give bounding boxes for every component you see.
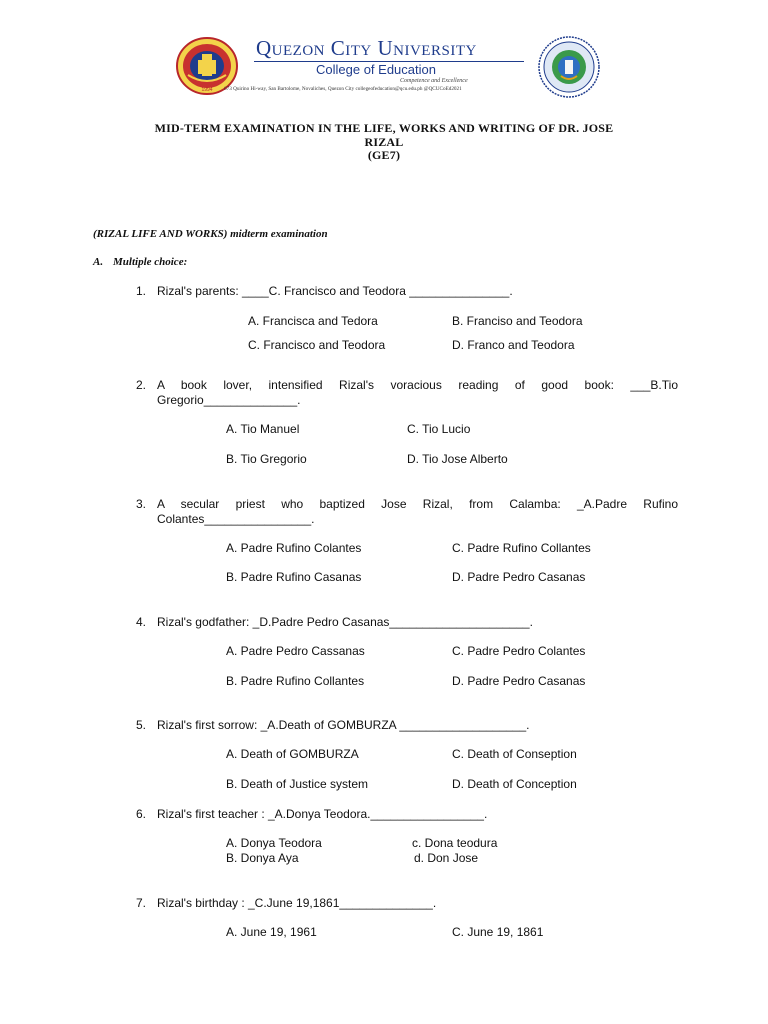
question-text: A book lover, intensified Rizal's voracious reading of good book: ___B.Tio Gregorio______________.: [157, 378, 678, 407]
option: B. Padre Rufino Casanas: [226, 570, 362, 584]
option: c. Dona teodura: [412, 836, 498, 850]
question-number: 3.: [136, 497, 147, 511]
option: D. Franco and Teodora: [452, 338, 575, 352]
question-number: 5.: [136, 718, 147, 732]
question-number: 7.: [136, 896, 147, 910]
svg-text:1994: 1994: [201, 87, 213, 93]
option: A. Donya Teodora: [226, 836, 322, 850]
option: C. Padre Rufino Collantes: [452, 541, 591, 555]
option: C. Francisco and Teodora: [248, 338, 386, 352]
option: A. June 19, 1961: [226, 925, 317, 939]
question-number: 4.: [136, 615, 147, 629]
question-text: A secular priest who baptized Jose Rizal, from Calamba: _A.Padre Rufino Colantes________________.: [157, 497, 678, 526]
option: d. Don Jose: [414, 851, 479, 865]
part-a-heading: [93, 256, 187, 268]
section-heading: [93, 228, 328, 240]
option: D. Padre Pedro Casanas: [452, 674, 586, 688]
part-title: Multiple choice:: [113, 256, 188, 268]
college-of-education-seal-logo: [538, 36, 600, 98]
option: A. Francisca and Tedora: [248, 314, 378, 328]
question-number: 6.: [136, 807, 147, 821]
question-text: Rizal's parents: ____C. Francisco and Teodora _______________.: [157, 284, 513, 298]
option: A. Padre Rufino Colantes: [226, 541, 362, 555]
option: D. Death of Conception: [452, 777, 577, 791]
exam-title-line2: RIZAL: [364, 135, 404, 149]
option: A. Tio Manuel: [226, 422, 300, 436]
option: C. Death of Conseption: [452, 747, 577, 761]
question-number: 2.: [136, 378, 147, 392]
option: D. Tio Jose Alberto: [407, 452, 508, 466]
option: B. Tio Gregorio: [226, 452, 307, 466]
section-heading-rest: midterm examination: [227, 228, 328, 240]
question-text: Rizal's birthday : _C.June 19,1861______________.: [157, 896, 437, 910]
option: C. Padre Pedro Colantes: [452, 644, 586, 658]
contact-address: 673 Quirino Hi-way, San Bartolome, Novaliches, Quezon City collegeofeducation@qcu.edu.ph @QCUCoEd2021: [224, 86, 462, 92]
option: C. Tio Lucio: [407, 422, 471, 436]
university-name: Quezon City University: [256, 36, 477, 60]
question-text: Rizal's first sorrow: _A.Death of GOMBURZA ___________________.: [157, 718, 530, 732]
option: A. Padre Pedro Cassanas: [226, 644, 365, 658]
part-label: A.: [93, 256, 104, 268]
section-heading-caps: (RIZAL LIFE AND WORKS): [93, 228, 228, 240]
option: B. Death of Justice system: [226, 777, 369, 791]
option: B. Franciso and Teodora: [452, 314, 583, 328]
exam-title-line1: MID-TERM EXAMINATION IN THE LIFE, WORKS AND WRITING OF DR. JOSE: [154, 121, 614, 135]
question-number: 1.: [136, 284, 147, 298]
question-text: Rizal's first teacher : _A.Donya Teodora._________________.: [157, 807, 488, 821]
option: D. Padre Pedro Casanas: [452, 570, 586, 584]
question-text: Rizal's godfather: _D.Padre Pedro Casanas_____________________.: [157, 615, 533, 629]
option: B. Donya Aya: [226, 851, 299, 865]
college-name: College of Education: [316, 62, 436, 77]
exam-title-line3: (GE7): [367, 148, 401, 162]
option: A. Death of GOMBURZA: [226, 747, 359, 761]
option: C. June 19, 1861: [452, 925, 544, 939]
option: B. Padre Rufino Collantes: [226, 674, 365, 688]
college-tagline: Competence and Excellence: [400, 78, 468, 84]
